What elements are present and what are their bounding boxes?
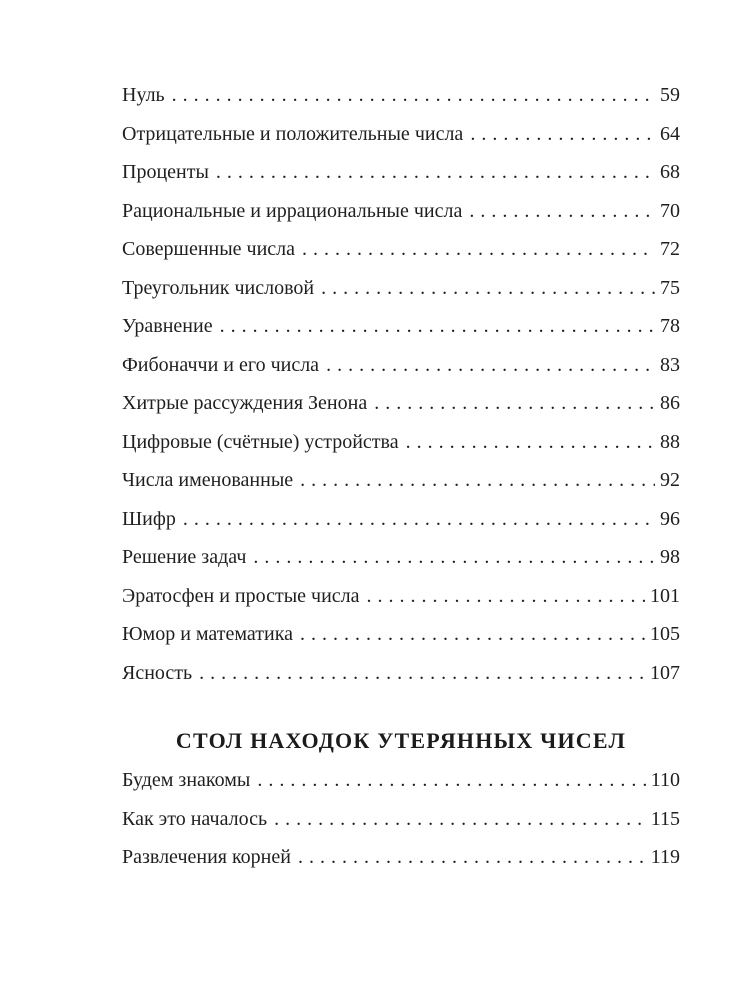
toc-entry-page: 70: [660, 199, 680, 222]
toc-entry-page: 96: [660, 507, 680, 530]
dot-leader: [172, 76, 655, 115]
toc-entry: [122, 346, 680, 385]
toc-entry-page: 119: [650, 846, 680, 868]
toc-entry: [122, 654, 680, 693]
toc-entry: [122, 192, 680, 231]
toc-list-part2: [122, 761, 680, 877]
toc-entry-page: 115: [650, 807, 680, 830]
toc-entry-title: Треугольник числовой: [122, 276, 315, 299]
toc-entry-title: Числа именованные: [122, 469, 294, 491]
toc-content: [122, 0, 680, 877]
toc-entry-title: Юмор и математика: [122, 623, 294, 645]
toc-entry: [122, 307, 680, 346]
toc-entry: [122, 800, 680, 839]
toc-entry-title: Нуль: [122, 84, 165, 106]
toc-entry: [122, 761, 680, 800]
toc-entry-title: Будем знакомы: [122, 769, 251, 791]
toc-entry: [122, 76, 680, 115]
dot-leader: [374, 384, 655, 423]
toc-entry: [122, 384, 680, 423]
dot-leader: [183, 500, 655, 539]
dot-leader: [274, 800, 646, 839]
dot-leader: [220, 307, 655, 346]
dot-leader: [406, 423, 655, 462]
dot-leader: [469, 192, 655, 231]
toc-entry: [122, 838, 680, 877]
toc-entry-title: Цифровые (счётные) устройства: [122, 430, 399, 453]
toc-entry-page: 88: [660, 430, 680, 453]
toc-entry-title: Как это началось: [122, 807, 268, 830]
toc-entry-page: 86: [660, 392, 680, 414]
dot-leader: [300, 461, 655, 500]
dot-leader: [367, 577, 645, 616]
toc-entry: [122, 115, 680, 154]
toc-entry: [122, 615, 680, 654]
toc-entry-title: Ясность: [122, 661, 193, 684]
toc-entry-page: 59: [660, 84, 680, 106]
dot-leader: [216, 153, 655, 192]
toc-entry-title: Совершенные числа: [122, 238, 296, 260]
dot-leader: [300, 615, 645, 654]
toc-entry-page: 68: [660, 161, 680, 183]
toc-entry-title: Проценты: [122, 161, 209, 183]
toc-entry: [122, 230, 680, 269]
dot-leader: [298, 838, 646, 877]
toc-entry-page: 75: [660, 276, 680, 299]
toc-entry-page: 72: [660, 238, 680, 260]
toc-entry-page: 64: [660, 122, 680, 145]
toc-entry-title: Уравнение: [122, 315, 213, 337]
toc-entry-page: 101: [650, 584, 680, 607]
dot-leader: [470, 115, 655, 154]
dot-leader: [302, 230, 655, 269]
toc-entry-page: 83: [660, 353, 680, 376]
toc-entry: [122, 538, 680, 577]
toc-entry-page: 105: [650, 623, 680, 645]
toc-entry-title: Отрицательные и положительные числа: [122, 122, 464, 145]
toc-entry: [122, 500, 680, 539]
toc-entry-page: 92: [660, 469, 680, 491]
toc-entry-title: Развлечения корней: [122, 846, 291, 868]
toc-entry: [122, 577, 680, 616]
dot-leader: [199, 654, 645, 693]
toc-entry-page: 107: [650, 661, 680, 684]
toc-entry: [122, 423, 680, 462]
toc-entry: [122, 461, 680, 500]
toc-entry-title: Шифр: [122, 507, 176, 530]
section-heading: СТОЛ НАХОДОК УТЕРЯННЫХ ЧИСЕЛ: [175, 728, 627, 753]
toc-entry: [122, 269, 680, 308]
toc-entry-page: 110: [650, 769, 680, 791]
dot-leader: [321, 269, 655, 308]
toc-entry-title: Эратосфен и простые числа: [122, 584, 360, 607]
toc-entry-title: Решение задач: [122, 546, 247, 568]
toc-entry-page: 78: [660, 315, 680, 337]
toc-entry: [122, 153, 680, 192]
toc-entry-title: Фибоначчи и его числа: [122, 353, 320, 376]
toc-entry-title: Хитрые рассуждения Зенона: [122, 392, 368, 414]
toc-entry-title: Рациональные и иррациональные числа: [122, 199, 463, 222]
dot-leader: [253, 538, 655, 577]
dot-leader: [257, 761, 645, 800]
toc-list-part1: [122, 76, 680, 692]
toc-entry-page: 98: [660, 546, 680, 568]
dot-leader: [326, 346, 655, 385]
